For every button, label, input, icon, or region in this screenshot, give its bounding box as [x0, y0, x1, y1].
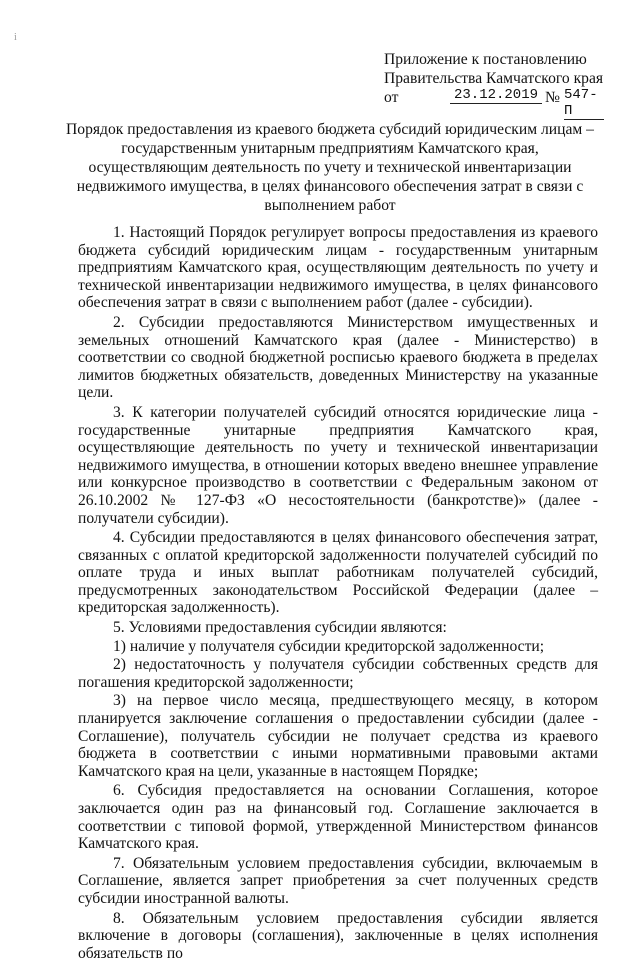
- paragraph-2: 2. Субсидии предоставляются Министерством имущественных и земельных отношений Камчатского края (далее - Министерство) в соответствии со сводной бюджетной росписью краевого бюджета в пределах лимитов бюджетных обязательств, доведенных Министерству на указанные цели.: [78, 313, 598, 402]
- appendix-line-1: Приложение к постановлению: [384, 51, 587, 68]
- document-title: Порядок предоставления из краевого бюджета субсидий юридическим лицам – государственным унитарным предприятиям Камчатского края, осуществляющим деятельность по учету и технической инвентаризации недвижимого имущества, в целях финансового обеспечения затрат в связи с выполнением работ: [66, 121, 594, 214]
- paragraph-5-item-2: 2) недостаточность у получателя субсидии собственных средств для погашения кредиторской задолженности;: [78, 656, 598, 691]
- appendix-from-label: от: [384, 89, 399, 106]
- paragraph-5-item-1: 1) наличие у получателя субсидии кредиторской задолженности;: [113, 637, 545, 655]
- paragraph-5-item-3: 3) на первое число месяца, предшествующего месяцу, в котором планируется заключение соглашения о предоставлении субсидии (далее - Соглашение), получатель субсидии не получает средства из краевого бюджета в соответствии с иными нормативными правовыми актами Камчатского края на цели, указанные в настоящем Порядке;: [78, 692, 598, 780]
- paragraph-6: 6. Субсидия предоставляется на основании Соглашения, которое заключается один раз на финансовый год. Соглашение заключается в соответствии с типовой формой, утвержденной Министерством финансов Камчатского края.: [78, 782, 598, 853]
- appendix-number-sign: №: [545, 89, 560, 106]
- appendix-line-2: Правительства Камчатского края: [384, 70, 604, 87]
- appendix-date: 23.12.2019: [450, 87, 542, 104]
- paragraph-4: 4. Субсидии предоставляются в целях финансового обеспечения затрат, связанных с оплатой кредиторской задолженности получателей субсидий по оплате труда и иных выплат работникам получателей субсидий, предусмотренных законодательством Российской Федерации (далее – кредиторская задолженность).: [78, 529, 598, 617]
- paragraph-7: 7. Обязательным условием предоставления субсидии, включаемым в Соглашение, является запрет приобретения за счет полученных средств субсидии иностранной валюты.: [78, 854, 598, 907]
- paragraph-5: 5. Условиями предоставления субсидии являются:: [113, 619, 447, 637]
- corner-mark: i: [14, 32, 17, 43]
- paragraph-1: 1. Настоящий Порядок регулирует вопросы предоставления из краевого бюджета субсидий юридическим лицам - государственным унитарным предприятиям Камчатского края, осуществляющим деятельность по учету и технической инвентаризации недвижимого имущества, в целях финансового обеспечения затрат в связи с выполнением работ (далее - субсидии).: [78, 224, 598, 312]
- paragraph-8: 8. Обязательным условием предоставления субсидии является включение в договоры (соглашения), заключенные в целях исполнения обязательств по: [78, 909, 598, 962]
- paragraph-3: 3. К категории получателей субсидий относятся юридические лица - государственные унитарные предприятия Камчатского края, осуществляющие деятельность по учету и технической инвентаризации недвижимого имущества, в отношении которых введено внешнее управление или конкурсное производство в соответствии с Федеральным законом от 26.10.2002 № 127-ФЗ «О несостоятельности (банкротстве)» (далее - получатели субсидии).: [78, 403, 598, 527]
- appendix-header: [384, 50, 634, 119]
- document-body: [78, 224, 598, 964]
- appendix-number: 547-П: [564, 87, 604, 120]
